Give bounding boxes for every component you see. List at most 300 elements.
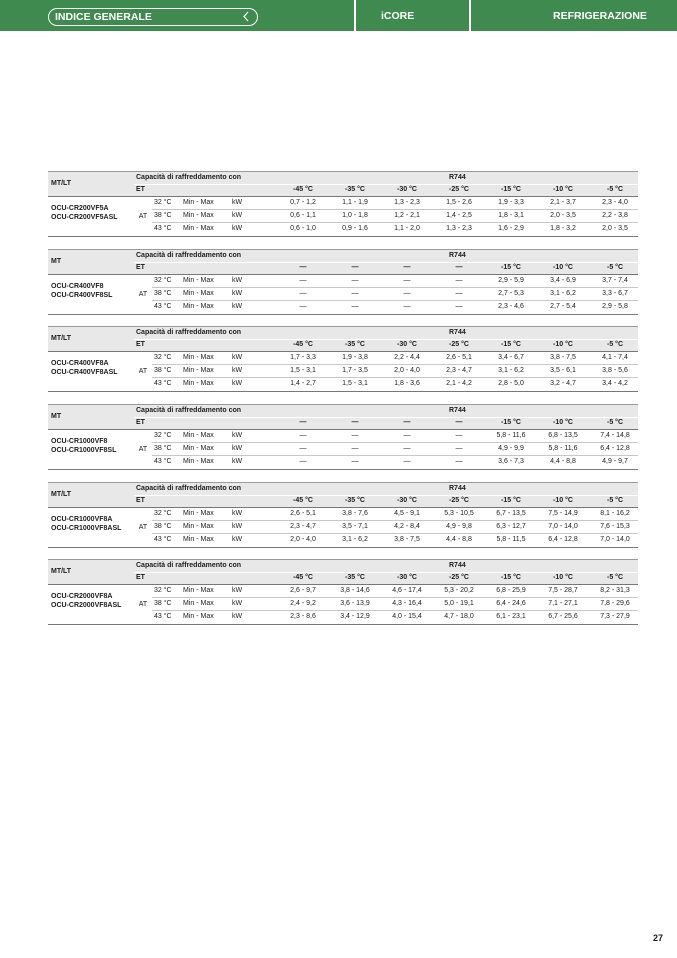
table-rule xyxy=(48,547,638,548)
capacity-value: 6,8 - 13,5 xyxy=(548,432,578,439)
temperature-header: -25 °C xyxy=(449,186,469,193)
capacity-value: 2,9 - 5,8 xyxy=(602,303,628,310)
capacity-value: 0,6 - 1,0 xyxy=(290,225,316,232)
capacity-value: 5,3 - 10,5 xyxy=(444,510,474,517)
minmax-label: Min - Max xyxy=(183,290,214,297)
capacity-value: 1,5 - 3,1 xyxy=(342,380,368,387)
capacity-value: 2,6 - 5,1 xyxy=(446,354,472,361)
capacity-value: — xyxy=(403,290,411,297)
capacity-value: 5,8 - 11,5 xyxy=(496,536,526,543)
capacity-value: 1,8 - 3,2 xyxy=(550,225,576,232)
header-row xyxy=(48,327,638,339)
capacity-value: — xyxy=(351,432,359,439)
table-row xyxy=(48,210,638,222)
capacity-value: 7,4 - 14,8 xyxy=(600,432,630,439)
model-name: OCU-CR2000VF8ASL xyxy=(51,602,122,609)
ambient-temperature: 38 °C xyxy=(154,445,172,452)
capacity-value: — xyxy=(403,277,411,284)
capacity-value: 1,3 - 2,3 xyxy=(446,225,472,232)
capacity-value: — xyxy=(455,432,463,439)
table-rule xyxy=(48,326,638,327)
capacity-value: 3,3 - 6,7 xyxy=(602,290,628,297)
capacity-value: — xyxy=(351,290,359,297)
capacity-value: 3,6 - 7,3 xyxy=(498,458,524,465)
table-rule xyxy=(48,559,638,560)
capacity-value: — xyxy=(455,277,463,284)
et-label: ET xyxy=(136,419,145,426)
temperature-header: -15 °C xyxy=(501,341,521,348)
temperature-header: -5 °C xyxy=(606,574,624,581)
capacity-value: 3,8 - 5,6 xyxy=(602,367,628,374)
model-name: OCU-CR1000VF8A xyxy=(51,516,113,523)
temperature-header: -45 °C xyxy=(293,497,313,504)
ambient-temperature: 43 °C xyxy=(154,613,172,620)
unit-label: kW xyxy=(232,523,243,530)
capacity-value: 3,5 - 7,1 xyxy=(342,523,368,530)
model-name: OCU-CR200VF5A xyxy=(51,205,109,212)
model-name: OCU-CR2000VF8A xyxy=(51,593,113,600)
capacity-value: 3,4 - 6,9 xyxy=(550,277,576,284)
capacity-value: 3,5 - 6,1 xyxy=(550,367,576,374)
capacity-value: 5,8 - 11,6 xyxy=(548,445,578,452)
minmax-label: Min - Max xyxy=(183,587,214,594)
ambient-temperature: 43 °C xyxy=(154,458,172,465)
ambient-temperature: 32 °C xyxy=(154,199,172,206)
capacity-value: 2,6 - 9,7 xyxy=(290,587,316,594)
capacity-value: 4,5 - 9,1 xyxy=(394,510,420,517)
capacity-value: 3,4 - 6,7 xyxy=(498,354,524,361)
block-type: MT/LT xyxy=(48,172,134,196)
brand-label: iCORE xyxy=(381,10,415,22)
capacity-value: 2,3 - 4,7 xyxy=(446,367,472,374)
refrigerant-label: R744 xyxy=(449,485,466,492)
capacity-value: 7,1 - 27,1 xyxy=(548,600,578,607)
capacity-value: 5,3 - 20,2 xyxy=(444,587,474,594)
capacity-value: 6,8 - 25,9 xyxy=(496,587,526,594)
capacity-value: 3,4 - 12,9 xyxy=(340,613,370,620)
header-row xyxy=(48,560,638,572)
table-row xyxy=(48,288,638,300)
ambient-temperature: 38 °C xyxy=(154,367,172,374)
model-name: OCU-CR1000VF8SL xyxy=(51,447,117,454)
minmax-label: Min - Max xyxy=(183,445,214,452)
temperature-header: -25 °C xyxy=(449,497,469,504)
capacity-value: 1,3 - 2,3 xyxy=(394,199,420,206)
capacity-label: Capacità di raffreddamento con xyxy=(136,329,242,336)
capacity-value: 4,9 - 9,7 xyxy=(602,458,628,465)
temperature-row xyxy=(48,417,638,429)
table-row xyxy=(48,365,638,377)
table-rule xyxy=(48,482,638,483)
block-type: MT/LT xyxy=(48,327,134,351)
refrigerant-label: R744 xyxy=(449,329,466,336)
header-row xyxy=(48,172,638,184)
unit-label: kW xyxy=(232,380,243,387)
temperature-header: -5 °C xyxy=(606,341,624,348)
table-row xyxy=(48,378,638,390)
capacity-value: — xyxy=(455,290,463,297)
block-type: MT xyxy=(48,405,134,429)
unit-label: kW xyxy=(232,536,243,543)
table-rule xyxy=(134,262,638,263)
at-label: AT xyxy=(138,213,148,220)
temperature-header: -25 °C xyxy=(449,574,469,581)
capacity-value: 8,1 - 16,2 xyxy=(600,510,630,517)
unit-label: kW xyxy=(232,458,243,465)
at-label: AT xyxy=(138,601,148,608)
unit-label: kW xyxy=(232,367,243,374)
capacity-value: 3,8 - 7,5 xyxy=(550,354,576,361)
ambient-temperature: 38 °C xyxy=(154,523,172,530)
table-row xyxy=(48,534,638,546)
capacity-value: 4,4 - 8,8 xyxy=(550,458,576,465)
block-type: MT/LT xyxy=(48,560,134,584)
minmax-label: Min - Max xyxy=(183,523,214,530)
table-row xyxy=(48,443,638,455)
temperature-header: — xyxy=(403,419,411,426)
at-label: AT xyxy=(138,368,148,375)
table-row xyxy=(48,197,638,209)
capacity-value: 4,7 - 18,0 xyxy=(444,613,474,620)
temperature-row xyxy=(48,339,638,351)
temperature-header: -10 °C xyxy=(553,419,573,426)
capacity-value: 2,3 - 8,6 xyxy=(290,613,316,620)
capacity-value: 2,4 - 9,2 xyxy=(290,600,316,607)
capacity-value: — xyxy=(455,303,463,310)
capacity-value: 2,7 - 5,3 xyxy=(498,290,524,297)
table-row xyxy=(48,223,638,235)
ambient-temperature: 43 °C xyxy=(154,303,172,310)
temperature-header: -45 °C xyxy=(293,341,313,348)
temperature-header: -30 °C xyxy=(397,497,417,504)
temperature-header: — xyxy=(299,264,307,271)
temperature-header: -35 °C xyxy=(345,186,365,193)
minmax-label: Min - Max xyxy=(183,277,214,284)
capacity-value: 2,9 - 5,9 xyxy=(498,277,524,284)
model-name: OCU-CR1000VF8ASL xyxy=(51,525,122,532)
capacity-value: — xyxy=(403,458,411,465)
temperature-header: -45 °C xyxy=(293,574,313,581)
capacity-value: 1,5 - 2,6 xyxy=(446,199,472,206)
unit-label: kW xyxy=(232,225,243,232)
model-name: OCU-CR1000VF8 xyxy=(51,438,108,445)
minmax-label: Min - Max xyxy=(183,367,214,374)
capacity-value: — xyxy=(351,277,359,284)
et-label: ET xyxy=(136,341,145,348)
unit-label: kW xyxy=(232,613,243,620)
capacity-value: 6,3 - 12,7 xyxy=(496,523,526,530)
table-rule xyxy=(48,469,638,470)
unit-label: kW xyxy=(232,290,243,297)
table-row xyxy=(48,611,638,623)
minmax-label: Min - Max xyxy=(183,432,214,439)
table-rule xyxy=(48,314,638,315)
capacity-value: 1,4 - 2,7 xyxy=(290,380,316,387)
et-label: ET xyxy=(136,574,145,581)
refrigerant-label: R744 xyxy=(449,562,466,569)
temperature-row xyxy=(48,184,638,196)
capacity-value: 4,9 - 9,9 xyxy=(498,445,524,452)
capacity-value: 6,1 - 23,1 xyxy=(496,613,526,620)
capacity-value: 3,8 - 7,6 xyxy=(342,510,368,517)
table-row xyxy=(48,521,638,533)
capacity-value: 1,9 - 3,8 xyxy=(342,354,368,361)
capacity-value: 1,7 - 3,3 xyxy=(290,354,316,361)
ambient-temperature: 32 °C xyxy=(154,510,172,517)
capacity-value: 7,6 - 15,3 xyxy=(600,523,630,530)
capacity-value: 1,1 - 2,0 xyxy=(394,225,420,232)
capacity-value: — xyxy=(351,303,359,310)
temperature-header: -10 °C xyxy=(553,341,573,348)
minmax-label: Min - Max xyxy=(183,458,214,465)
capacity-value: 2,1 - 4,2 xyxy=(446,380,472,387)
temperature-header: -35 °C xyxy=(345,341,365,348)
capacity-value: 2,2 - 3,8 xyxy=(602,212,628,219)
minmax-label: Min - Max xyxy=(183,536,214,543)
minmax-label: Min - Max xyxy=(183,303,214,310)
capacity-value: 4,0 - 15,4 xyxy=(392,613,422,620)
capacity-value: 0,6 - 1,1 xyxy=(290,212,316,219)
ambient-temperature: 38 °C xyxy=(154,600,172,607)
temperature-row xyxy=(48,262,638,274)
table-rule xyxy=(134,495,638,496)
minmax-label: Min - Max xyxy=(183,354,214,361)
capacity-label: Capacità di raffreddamento con xyxy=(136,407,242,414)
capacity-value: 3,8 - 14,6 xyxy=(340,587,370,594)
capacity-value: 7,5 - 14,9 xyxy=(548,510,578,517)
table-rule xyxy=(134,339,638,340)
capacity-value: 2,3 - 4,0 xyxy=(602,199,628,206)
capacity-value: 2,7 - 5,4 xyxy=(550,303,576,310)
capacity-value: 1,0 - 1,8 xyxy=(342,212,368,219)
table-row xyxy=(48,275,638,287)
unit-label: kW xyxy=(232,199,243,206)
capacity-value: — xyxy=(351,445,359,452)
model-name: OCU-CR400VF8A xyxy=(51,360,109,367)
capacity-value: 4,4 - 8,8 xyxy=(446,536,472,543)
capacity-value: 7,5 - 28,7 xyxy=(548,587,578,594)
chevron-left-icon xyxy=(241,11,252,22)
capacity-value: 3,4 - 4,2 xyxy=(602,380,628,387)
capacity-value: 6,4 - 24,6 xyxy=(496,600,526,607)
unit-label: kW xyxy=(232,587,243,594)
minmax-label: Min - Max xyxy=(183,510,214,517)
capacity-value: 2,0 - 3,5 xyxy=(550,212,576,219)
model-name: OCU-CR400VF8SL xyxy=(51,292,113,299)
capacity-value: 1,1 - 1,9 xyxy=(342,199,368,206)
temperature-header: — xyxy=(351,264,359,271)
temperature-header: -45 °C xyxy=(293,186,313,193)
table-rule xyxy=(134,572,638,573)
unit-label: kW xyxy=(232,277,243,284)
temperature-header: -25 °C xyxy=(449,341,469,348)
ambient-temperature: 32 °C xyxy=(154,432,172,439)
temperature-header: -15 °C xyxy=(501,574,521,581)
at-label: AT xyxy=(138,291,148,298)
temperature-header: — xyxy=(455,419,463,426)
refrigerant-label: R744 xyxy=(449,252,466,259)
temperature-header: -10 °C xyxy=(553,574,573,581)
ambient-temperature: 43 °C xyxy=(154,380,172,387)
temperature-header: — xyxy=(351,419,359,426)
capacity-value: 2,3 - 4,6 xyxy=(498,303,524,310)
capacity-value: 4,9 - 9,8 xyxy=(446,523,472,530)
model-name: OCU-CR400VF8ASL xyxy=(51,369,118,376)
top-bar xyxy=(0,0,677,31)
unit-label: kW xyxy=(232,212,243,219)
table-row xyxy=(48,352,638,364)
capacity-value: 1,8 - 3,6 xyxy=(394,380,420,387)
et-label: ET xyxy=(136,186,145,193)
temperature-header: -10 °C xyxy=(553,186,573,193)
temperature-header: — xyxy=(299,419,307,426)
table-row xyxy=(48,301,638,313)
ambient-temperature: 38 °C xyxy=(154,290,172,297)
capacity-value: 4,2 - 8,4 xyxy=(394,523,420,530)
capacity-value: 3,1 - 6,2 xyxy=(550,290,576,297)
capacity-label: Capacità di raffreddamento con xyxy=(136,562,242,569)
capacity-value: — xyxy=(351,458,359,465)
index-button[interactable] xyxy=(48,8,258,26)
table-rule xyxy=(48,404,638,405)
capacity-value: 1,4 - 2,5 xyxy=(446,212,472,219)
capacity-value: 4,3 - 16,4 xyxy=(392,600,422,607)
capacity-value: 5,0 - 19,1 xyxy=(444,600,474,607)
table-row xyxy=(48,585,638,597)
ambient-temperature: 38 °C xyxy=(154,212,172,219)
block-type: MT xyxy=(48,250,134,274)
block-type: MT/LT xyxy=(48,483,134,507)
table-rule xyxy=(134,184,638,185)
unit-label: kW xyxy=(232,445,243,452)
capacity-label: Capacità di raffreddamento con xyxy=(136,485,242,492)
capacity-value: — xyxy=(455,445,463,452)
capacity-value: 3,2 - 4,7 xyxy=(550,380,576,387)
unit-label: kW xyxy=(232,432,243,439)
header-row xyxy=(48,250,638,262)
temperature-header: -10 °C xyxy=(553,497,573,504)
capacity-value: 1,5 - 3,1 xyxy=(290,367,316,374)
capacity-value: 2,2 - 4,4 xyxy=(394,354,420,361)
section-label[interactable]: REFRIGERAZIONE xyxy=(553,10,647,22)
capacity-value: 2,0 - 4,0 xyxy=(394,367,420,374)
capacity-value: — xyxy=(403,445,411,452)
capacity-value: 7,0 - 14,0 xyxy=(600,536,630,543)
capacity-value: 6,7 - 13,5 xyxy=(496,510,526,517)
capacity-value: 7,3 - 27,9 xyxy=(600,613,630,620)
capacity-value: 7,8 - 29,6 xyxy=(600,600,630,607)
temperature-header: -30 °C xyxy=(397,186,417,193)
capacity-value: — xyxy=(455,458,463,465)
divider xyxy=(354,0,356,31)
capacity-value: 0,7 - 1,2 xyxy=(290,199,316,206)
capacity-value: 2,3 - 4,7 xyxy=(290,523,316,530)
minmax-label: Min - Max xyxy=(183,225,214,232)
capacity-value: 1,9 - 3,3 xyxy=(498,199,524,206)
capacity-value: 2,1 - 3,7 xyxy=(550,199,576,206)
temperature-header: -15 °C xyxy=(501,264,521,271)
capacity-value: 6,4 - 12,8 xyxy=(548,536,578,543)
capacity-value: 6,4 - 12,8 xyxy=(600,445,630,452)
model-name: OCU-CR400VF8 xyxy=(51,283,104,290)
minmax-label: Min - Max xyxy=(183,380,214,387)
table-row xyxy=(48,456,638,468)
temperature-header: -5 °C xyxy=(606,419,624,426)
table-row xyxy=(48,508,638,520)
capacity-value: 4,1 - 7,4 xyxy=(602,354,628,361)
ambient-temperature: 32 °C xyxy=(154,587,172,594)
unit-label: kW xyxy=(232,303,243,310)
temperature-row xyxy=(48,572,638,584)
capacity-value: 1,6 - 2,9 xyxy=(498,225,524,232)
table-row xyxy=(48,598,638,610)
temperature-header: -30 °C xyxy=(397,574,417,581)
capacity-value: 2,0 - 4,0 xyxy=(290,536,316,543)
unit-label: kW xyxy=(232,354,243,361)
temperature-header: -35 °C xyxy=(345,497,365,504)
ambient-temperature: 43 °C xyxy=(154,225,172,232)
minmax-label: Min - Max xyxy=(183,199,214,206)
index-label: INDICE GENERALE xyxy=(55,11,152,23)
unit-label: kW xyxy=(232,510,243,517)
table-rule xyxy=(48,391,638,392)
capacity-value: 2,6 - 5,1 xyxy=(290,510,316,517)
model-name: OCU-CR200VF5ASL xyxy=(51,214,118,221)
refrigerant-label: R744 xyxy=(449,407,466,414)
unit-label: kW xyxy=(232,600,243,607)
header-row xyxy=(48,405,638,417)
temperature-header: -15 °C xyxy=(501,419,521,426)
capacity-value: 6,7 - 25,6 xyxy=(548,613,578,620)
et-label: ET xyxy=(136,497,145,504)
capacity-value: 0,9 - 1,6 xyxy=(342,225,368,232)
table-rule xyxy=(48,171,638,172)
capacity-value: 3,6 - 13,9 xyxy=(340,600,370,607)
temperature-header: -5 °C xyxy=(606,264,624,271)
capacity-value: 4,6 - 17,4 xyxy=(392,587,422,594)
capacity-value: 1,7 - 3,5 xyxy=(342,367,368,374)
ambient-temperature: 32 °C xyxy=(154,354,172,361)
temperature-row xyxy=(48,495,638,507)
ambient-temperature: 32 °C xyxy=(154,277,172,284)
table-rule xyxy=(134,417,638,418)
capacity-value: 1,2 - 2,1 xyxy=(394,212,420,219)
capacity-value: — xyxy=(299,303,307,310)
page-number: 27 xyxy=(652,933,663,943)
temperature-header: -5 °C xyxy=(606,497,624,504)
minmax-label: Min - Max xyxy=(183,600,214,607)
at-label: AT xyxy=(138,524,148,531)
capacity-value: — xyxy=(299,458,307,465)
capacity-value: 3,1 - 6,2 xyxy=(498,367,524,374)
minmax-label: Min - Max xyxy=(183,212,214,219)
capacity-value: 2,0 - 3,5 xyxy=(602,225,628,232)
capacity-value: 3,8 - 7,5 xyxy=(394,536,420,543)
capacity-value: 8,2 - 31,3 xyxy=(600,587,630,594)
divider xyxy=(469,0,471,31)
temperature-header: -15 °C xyxy=(501,186,521,193)
capacity-value: 3,7 - 7,4 xyxy=(602,277,628,284)
refrigerant-label: R744 xyxy=(449,174,466,181)
minmax-label: Min - Max xyxy=(183,613,214,620)
et-label: ET xyxy=(136,264,145,271)
temperature-header: — xyxy=(403,264,411,271)
capacity-value: — xyxy=(299,445,307,452)
capacity-label: Capacità di raffreddamento con xyxy=(136,174,242,181)
capacity-value: — xyxy=(403,303,411,310)
table-rule xyxy=(48,624,638,625)
capacity-value: 1,8 - 3,1 xyxy=(498,212,524,219)
